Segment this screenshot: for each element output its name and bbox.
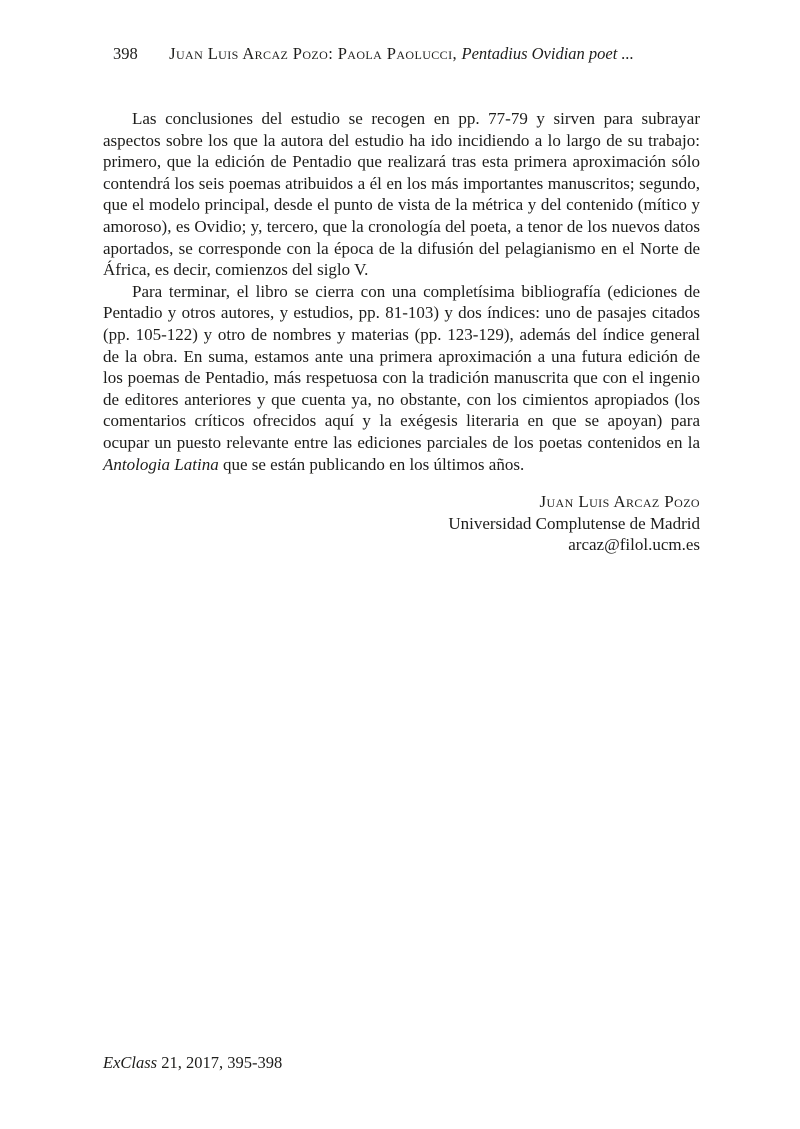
citation-detail: 21, 2017, 395-398	[157, 1053, 283, 1072]
paragraph-conclusions: Las conclusiones del estudio se recogen en pp. 77-79 y sirven para subrayar aspectos sobre los que la autora del estudio ha ido incidiendo a lo largo de su trabajo: primero, que la edición de Pentadio que realizará tras esta primera aproximación sólo contendrá los seis poemas atribuidos a él en los más importantes manuscritos; segundo, que el modelo principal, desde el punto de vista de la métrica y del contenido (mítico y amoroso), es Ovidio; y, tercero, que la cronología del poeta, a tenor de los nuevos datos aportados, se corresponde con la época de la difusión del pelagianismo en el Norte de África, es decir, comienzos del siglo V.	[103, 109, 700, 280]
journal-name: ExClass	[103, 1053, 158, 1072]
signature-block	[103, 491, 700, 556]
running-head	[103, 44, 700, 64]
page-number: 398	[113, 44, 138, 63]
review-body	[103, 108, 700, 556]
author-name: Juan Luis Arcaz Pozo	[539, 492, 700, 512]
author-affiliation: Universidad Complutense de Madrid	[448, 513, 700, 533]
paragraph-closing-tail: que se están publicando en los últimos años.	[218, 454, 525, 474]
running-header	[103, 44, 700, 64]
running-head-book-title: Pentadius Ovidian poet ...	[461, 44, 634, 63]
author-email: arcaz@filol.ucm.es	[568, 535, 700, 555]
footer-citation	[103, 1053, 282, 1073]
antologia-latina-title: Antologia Latina	[103, 454, 219, 474]
running-head-authors: Juan Luis Arcaz Pozo: Paola Paolucci,	[169, 44, 462, 63]
paragraph-closing-text: Para terminar, el libro se cierra con una completísima bibliografía (ediciones de Pentadio y otros autores, y estudios, pp. 81-103) y dos índices: uno de pasajes citados (pp. 105-122) y otro de nombres y materias (pp. 123-129), además del índice general de la obra. En suma, estamos ante una primera aproximación a una futura edición de los poemas de Pentadio, más respetuosa con la tradición manuscrita que con el ingenio de editores anteriores y que cuenta ya, no obstante, con los cimientos apropiados (los comentarios críticos ofrecidos aquí y la exégesis literaria en que se apoyan) para ocupar un puesto relevante entre las ediciones parciales de los poetas contenidos en la	[103, 281, 700, 452]
paragraph-closing	[103, 281, 700, 475]
